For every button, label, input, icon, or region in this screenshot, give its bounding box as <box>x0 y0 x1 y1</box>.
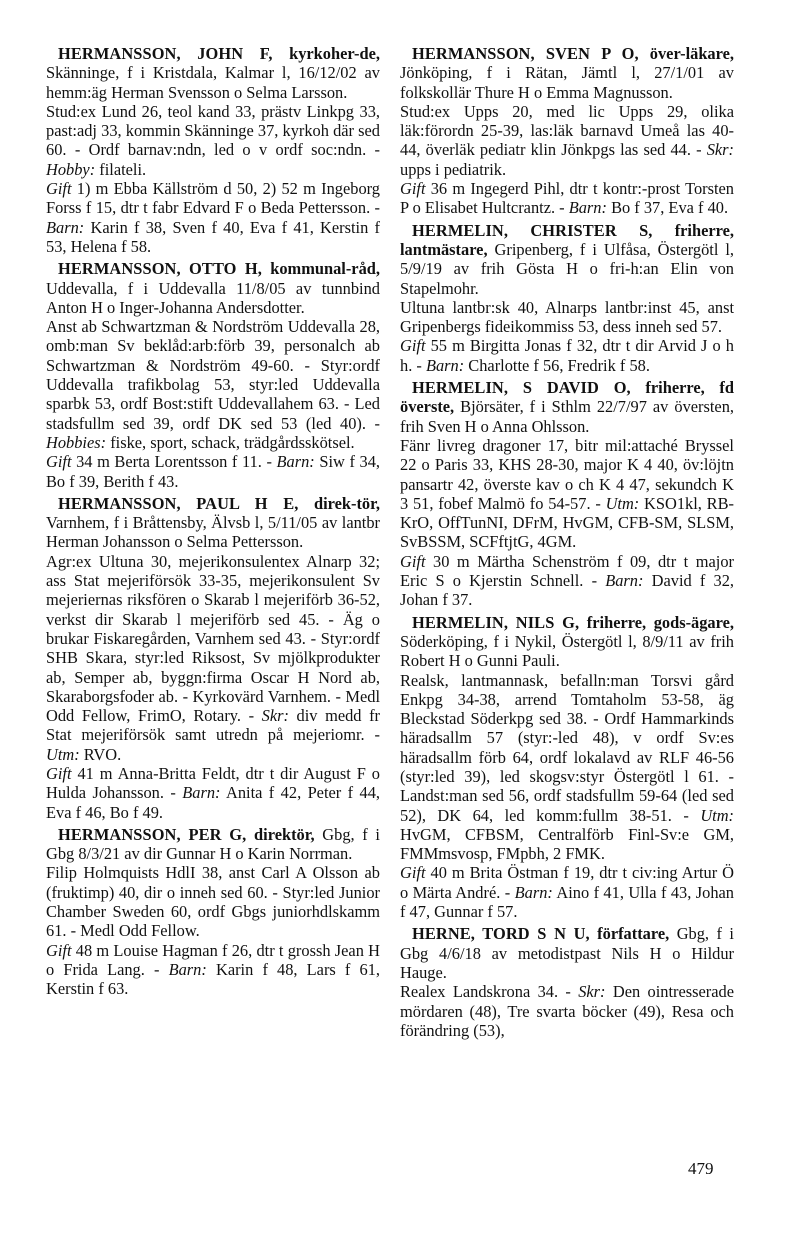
entry-title: direk-tör, <box>313 493 380 513</box>
field-label: Barn: <box>425 355 465 375</box>
entry-title: kyrkoher-de, <box>289 44 380 63</box>
field-label: Gift <box>400 863 426 883</box>
field-label: Gift <box>400 336 426 356</box>
entry <box>400 613 734 922</box>
entry-paragraph <box>46 102 380 179</box>
text-segment: Siw f 34, Bo f 39, Berith f 43. <box>46 452 380 491</box>
field-label: Utm: <box>605 493 640 513</box>
entry-header <box>400 378 734 436</box>
text-segment: Ultuna lantbr:sk 40, Alnarps lantbr:inst 45, anst Gripenbergs fideikommiss 53, dess inneh sed 57. <box>400 297 734 337</box>
entry-intro: Varnhem, f i Bråttensby, Älvsb l, 5/11/05 av lantbr Herman Johansson o Selma Pettersson. <box>46 513 380 552</box>
entry-name: HERMANSSON, JOHN F, <box>58 44 273 63</box>
entry-header <box>46 44 380 102</box>
text-segment: fiske, sport, schack, trädgårdsskötsel. <box>106 432 355 452</box>
entry-name: HERMELIN, NILS G, <box>412 612 580 632</box>
entry-header <box>400 44 734 102</box>
text-segment: RVO. <box>79 744 122 764</box>
field-label: Barn: <box>605 571 644 591</box>
entry-title: kommunal-råd, <box>270 259 380 279</box>
text-segment: 30 m Märtha Schenström f 09, dtr t major Eric S o Kjerstin Schnell. - <box>400 551 734 591</box>
field-label: Barn: <box>568 198 607 218</box>
entry-intro: Söderköping, f i Nykil, Östergötl l, 8/9/11 av frih Robert H o Gunni Pauli. <box>400 631 734 671</box>
text-segment: Stud:ex Lund 26, teol kand 33, prästv Linkpg 33, past:adj 33, kommin Skänninge 37, kyrkoh där sed 60. - Ordf barnav:ndn, led o v ordf soc:ndn. - <box>46 101 380 160</box>
text-segment: Anst ab Schwartzman & Nordström Uddevalla 28, omb:man Sv beklåd:arb:förb 39, personalch ab Schwartzman & Nordström 49-60. - Styr:ordf Uddevalla trafikbolag 53, styr:led Uddevalla sparbk 53, ordf Bost:stift Uddevallahem 63. - Led stadsfullm sed 39, ordf DK sed 53 (led 40). - <box>46 317 380 433</box>
text-segment: 40 m Brita Östman f 19, dtr t civ:ing Artur Ö o Märta André. - <box>400 863 734 902</box>
entry <box>400 221 734 375</box>
entry-name: HERMANSSON, PAUL H E, <box>58 493 299 513</box>
text-segment: 1) m Ebba Källström d 50, 2) 52 m Ingeborg Forss f 15, dtr t fabr Edvard F o Beda Pettersson. - <box>46 179 380 218</box>
text-segment: upps i pediatrik. <box>400 159 507 179</box>
entry-title: friherre, fd överste, <box>400 378 734 417</box>
field-label: Barn: <box>182 783 221 803</box>
text-segment: Agr:ex Ultuna 30, mejerikonsulentex Alnarp 32; ass Stat mejeriförsök 33-35, mejerikonsulent Sv mejeriernas riksfören o Skarab l mejeriförb 36-52, verkst dir Skarab l mejeriförb sed 45. - Äg o brukar Fiskaregården, Varnhem sed 43. - Styr:ordf SHB Skara, styr:led Riksost, Sv mjölkprodukter ab, Semper ab, byggn:firma Oscar H Nord ab, Skaraborgsfoder ab. - Kyrkovärd Varnhem. - Medl Odd Fellow, FrimO, Rotary. - <box>46 551 380 726</box>
field-label: Barn: <box>46 217 85 237</box>
entry-paragraph <box>400 671 734 864</box>
entry <box>400 378 734 610</box>
text-segment: filateli. <box>95 159 147 179</box>
field-label: Gift <box>46 940 72 960</box>
entry-title: direktör, <box>254 824 315 844</box>
text-segment: KSO1kl, RB-KrO, OffTunNI, DFrM, HvGM, CFB-SM, SLSM, SvBSSM, SCFftjtG, 4GM. <box>400 493 734 552</box>
entry-paragraph <box>46 941 380 999</box>
field-label: Gift <box>46 763 72 783</box>
entry-intro: Björsäter, f i Sthlm 22/7/97 av översten, frih Sven H o Anna Ohlsson. <box>400 397 734 436</box>
entry-intro: Gbg, f i Gbg 4/6/18 av metodistpast Nils H o Hildur Hauge. <box>400 924 734 982</box>
entry-name: HERMANSSON, OTTO H, <box>58 259 262 279</box>
text-segment: Stud:ex Upps 20, med lic Upps 29, olika läk:förordn 25-39, las:läk barnavd Umeå las 40-44, överläk pediatr klin Jönkpgs las sed 44. - <box>400 101 734 160</box>
field-label: Utm: <box>46 744 80 764</box>
field-label: Barn: <box>514 882 553 902</box>
entry-header <box>46 259 380 317</box>
entry-name: HERMELIN, CHRISTER S, <box>412 220 653 240</box>
entry-intro: Uddevalla, f i Uddevalla 11/8/05 av tunnbind Anton H o Inger-Johanna Andersdotter. <box>46 278 380 317</box>
text-segment: 48 m Louise Hagman f 26, dtr t grossh Jean H o Frida Lang. - <box>46 940 380 979</box>
entry <box>400 924 734 1040</box>
entry <box>46 494 380 822</box>
entry-intro: Jönköping, f i Rätan, Jämtl l, 27/1/01 av folkskollär Thure H o Emma Magnusson. <box>400 63 734 102</box>
entry-intro: Gbg, f i Gbg 8/3/21 av dir Gunnar H o Karin Norrman. <box>46 824 380 864</box>
entry-paragraph <box>46 764 380 822</box>
entry-intro: Skänninge, f i Kristdala, Kalmar l, 16/12/02 av hemm:äg Herman Svensson o Selma Larsson. <box>46 63 380 102</box>
text-segment: Fänr livreg dragoner 17, bitr mil:attaché Bryssel 22 o Paris 33, KHS 28-30, major K 4 40, öv:löjtn pansartr 42, överste kav o ch K 4 47, sekundch K 3 51, fobef Malmö fo 54-57. - <box>400 435 734 513</box>
entry <box>400 44 734 218</box>
entry-name: HERMANSSON, SVEN P O, <box>412 44 639 63</box>
entry-name: HERNE, TORD S N U, <box>412 924 590 944</box>
entry-header <box>46 494 380 552</box>
entry <box>46 259 380 491</box>
text-segment: Realsk, lantmannask, befalln:man Torsvi gård Enkpg 34-38, arrend Tomtaholm 53-58, äg Bleckstad Söderkpg sed 38. - Ordf Hammarkinds häradsallm 57 (styr:-led 48), v ordf Sv:es häradsallm förb 64, ordf lokalavd av RLF 46-56 (styr:led 39), led skogsv:styr Östergötl l 61. - Landst:man sed 56, ordf stadsfullm 59-64 (led sed 52), DK 64, led komm:fullm 38-51. - <box>400 670 734 825</box>
entry-paragraph <box>46 452 380 491</box>
field-label: Utm: <box>700 805 734 825</box>
field-label: Gift <box>400 551 426 571</box>
entry-paragraph <box>400 436 734 552</box>
text-segment: Den ointresserade mördaren (48), Tre svarta böcker (49), Resa och förändring (53), <box>400 982 734 1040</box>
text-segment: 55 m Birgitta Jonas f 32, dtr t dir Arvid J o h h. - <box>400 336 734 375</box>
field-label: Gift <box>46 179 72 199</box>
text-segment: 34 m Berta Lorentsson f 11. - <box>71 452 277 472</box>
field-label: Gift <box>46 452 72 472</box>
text-segment: Aino f 41, Ulla f 43, Johan f 47, Gunnar f 57. <box>400 882 734 922</box>
entry-intro: Gripenberg, f i Ulfåsa, Östergötl l, 5/9/19 av frih Gösta H o fri-h:an Elin von Stapelmohr. <box>400 239 734 298</box>
text-segment: Charlotte f 56, Fredrik f 58. <box>464 355 650 375</box>
entry-title: författare, <box>597 924 670 944</box>
page-number: 479 <box>688 1159 714 1178</box>
right-column <box>400 44 734 1043</box>
field-label: Skr: <box>261 706 289 726</box>
entry-paragraph <box>46 317 380 452</box>
entry-header <box>46 825 380 864</box>
text-segment: 41 m Anna-Britta Feldt, dtr t dir August F o Hulda Johansson. - <box>46 763 380 803</box>
text-segment: Realex Landskrona 34. - <box>400 982 579 1002</box>
entry-paragraph <box>400 863 734 921</box>
entry-header <box>400 221 734 298</box>
entry-header <box>400 924 734 982</box>
text-segment: 36 m Ingegerd Pihl, dtr t kontr:-prost Torsten P o Elisabet Hultcrantz. - <box>400 179 734 218</box>
field-label: Hobby: <box>46 159 96 179</box>
entry-paragraph <box>46 863 380 940</box>
text-segment: David f 32, Johan f 37. <box>400 571 734 610</box>
entry-name: HERMANSSON, PER G, <box>58 824 247 844</box>
field-label: Barn: <box>168 959 207 979</box>
text-segment: Anita f 42, Peter f 44, Eva f 46, Bo f 49. <box>46 783 381 822</box>
entry-paragraph <box>400 298 734 337</box>
entry-title: över-läkare, <box>649 44 734 63</box>
entry-paragraph <box>400 552 734 610</box>
text-segment: HvGM, CFBSM, Centralförb Finl-Sv:e GM, FMMmsvosp, FMpbh, 2 FMK. <box>400 824 734 864</box>
field-label: Barn: <box>276 452 315 472</box>
field-label: Skr: <box>578 982 606 1002</box>
field-label: Hobbies: <box>46 432 107 452</box>
entry-paragraph <box>46 552 380 764</box>
left-column <box>46 44 380 1002</box>
field-label: Gift <box>400 179 426 199</box>
text-segment: Karin f 38, Sven f 40, Eva f 41, Kerstin f 53, Helena f 58. <box>46 217 380 256</box>
text-segment: Karin f 48, Lars f 61, Kerstin f 63. <box>46 959 381 999</box>
text-segment: Filip Holmquists HdlI 38, anst Carl A Olsson ab (fruktimp) 40, dir o inneh sed 60. - Styr:led Junior Chamber Sweden 60, ordf Gbgs juniorhdlskamm 61. - Medl Odd Fellow. <box>46 863 380 941</box>
entry-header <box>400 613 734 671</box>
entry-paragraph <box>400 336 734 375</box>
entry-paragraph <box>400 982 734 1040</box>
entry-title: friherre, lantmästare, <box>400 220 734 259</box>
entry <box>46 825 380 999</box>
text-segment: Bo f 37, Eva f 40. <box>606 198 729 218</box>
entry-paragraph <box>46 179 380 256</box>
entry-name: HERMELIN, S DAVID O, <box>412 378 631 398</box>
text-segment: div medd fr Stat mejeriförsök samt utredn på mejeriomr. - <box>46 706 380 745</box>
entry <box>46 44 380 256</box>
entry-title: friherre, gods-ägare, <box>586 612 734 632</box>
entry-paragraph <box>400 102 734 179</box>
field-label: Skr: <box>706 140 734 160</box>
entry-paragraph <box>400 179 734 218</box>
